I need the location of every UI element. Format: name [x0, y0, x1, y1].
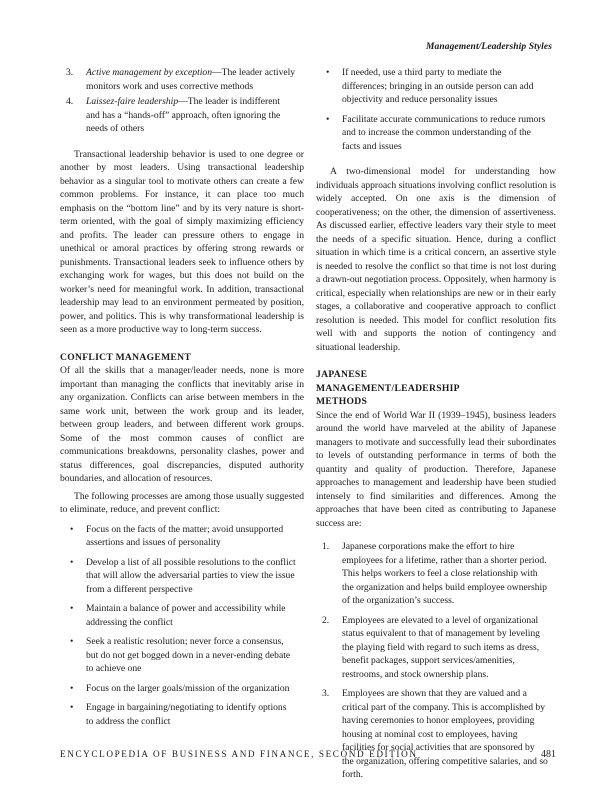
list-item-number: 3. — [66, 67, 74, 78]
bullet-item — [60, 556, 304, 597]
intro-list — [60, 66, 304, 136]
bullet-text: If needed, use a third party to mediate the differences; bringing in an outside person can add objectivity and reduce personality issues — [342, 67, 534, 105]
heading-line: JAPANESE — [316, 369, 368, 380]
model-paragraph: A two-dimensional model for understanding how individuals approach situations involving conflict resolution is widely accepted. On one axis is the dimension of cooperativeness; on the other, the dimension of assertiveness. As discussed earlier, effective leaders vary their style to meet the needs of a specific situation. Hence, during a conflict situation in which time is a critical concern, an assertive style is needed to resolve the conflict so that time is not lost during a drawn-out negotiation process. Oppositely, when harmony is critical, especially when relationships are new or in their early stages, a collaborative and cooperative approach to conflict resolution is needed. This model for conflict resolution fits well with and supports the notion of contingency and situational leadership. — [316, 166, 556, 353]
japanese-numbered-list — [316, 540, 556, 782]
bullet-text: Develop a list of all possible resolutions to the conflict that will allow the adversarial parties to view the issue from a different perspective — [86, 556, 296, 595]
bullet-icon: • — [70, 682, 74, 694]
bullet-item — [60, 701, 304, 728]
list-item-text: Employees are elevated to a level of organizational status equivalent to that of management by leveling the playing field with regard to such items as dress, benefit packages, support services/amenities, restrooms, and stock ownership plans. — [342, 614, 540, 680]
transactional-paragraph: Transactional leadership behavior is used to one degree or another by most leaders. Using transactional leadership behavior as a singular tool to motivate others can create a few common problems. For instance, it can place too much emphasis on the “bottom line” and by its very nature is short-term oriented, with the goal of simply maximizing efficiency and profits. The leader can pressure others to engage in unethical or amoral practices by offering strong rewards or punishments. Transactional leaders seek to influence others by exchanging work for wages, but this does not build on the worker’s need for meaningful work. In addition, transactional leadership may lead to an environment permeated by position, power, and politics. This is why transformational leadership is seen as a more productive way to long-term success. — [60, 148, 304, 335]
heading-line: MANAGEMENT/LEADERSHIP — [316, 382, 460, 394]
list-item-term: Active management by exception — [86, 67, 212, 78]
list-item-number: 1. — [322, 541, 330, 552]
bullet-icon: • — [70, 636, 74, 647]
list-item — [60, 66, 304, 93]
bullet-icon: • — [70, 556, 74, 568]
bullet-icon: • — [326, 67, 330, 78]
bullet-icon: • — [70, 702, 74, 713]
bullet-icon: • — [326, 113, 330, 125]
page-number: 481 — [541, 749, 556, 760]
bullet-icon: • — [70, 523, 74, 535]
right-bullets — [316, 66, 556, 153]
bullet-text: Facilitate accurate communications to reduce rumors and to increase the common understanding of the facts and issues — [342, 113, 546, 152]
right-column — [316, 66, 556, 782]
bullet-text: Seek a realistic resolution; never force a consensus, but do not get bogged down in a never-ending debate to achieve one — [86, 636, 291, 674]
list-item — [316, 540, 556, 608]
processes-paragraph: The following processes are among those usually suggested to eliminate, reduce, and prevent conflict: — [60, 490, 304, 515]
heading-line: METHODS — [316, 396, 368, 407]
list-item-term: Laissez-faire leadership — [86, 96, 179, 107]
footer-title: ENCYCLOPEDIA OF BUSINESS AND FINANCE, SECOND EDITION — [60, 749, 418, 759]
bullet-text: Engage in bargaining/negotiating to identify options to address the conflict — [86, 702, 287, 727]
list-item-number: 2. — [322, 614, 330, 626]
list-item — [316, 614, 556, 682]
conflict-heading: CONFLICT MANAGEMENT — [60, 351, 192, 363]
left-column — [60, 66, 304, 728]
bullet-item — [316, 113, 556, 154]
bullet-text: Focus on the larger goals/mission of the organization — [86, 682, 290, 694]
bullet-item — [60, 635, 304, 676]
list-item-text: —The leader actively monitors work and uses corrective methods — [86, 67, 296, 92]
running-head: Management/Leadership Styles — [425, 42, 552, 52]
bullet-text: Maintain a balance of power and accessibility while addressing the conflict — [86, 603, 286, 628]
list-item-text: —The leader is indifferent and has a “hands-off” approach, often ignoring the needs of others — [86, 96, 281, 134]
conflict-bullets — [60, 523, 304, 729]
list-item-text: Japanese corporations make the effort to hire employees for a lifetime, rather than a shorter period. This helps workers to feel a close relationship with the organization and helps build employee ownership of the organization’s success. — [342, 541, 547, 606]
bullet-item — [60, 602, 304, 629]
bullet-item — [316, 66, 556, 107]
bullet-icon: • — [70, 603, 74, 614]
bullet-text: Focus on the facts of the matter; avoid unsupported assertions and issues of personality — [86, 523, 284, 548]
list-item — [60, 95, 304, 136]
list-item-number: 3. — [322, 688, 330, 699]
list-item-text: Employees are shown that they are valued and a critical part of the company. This is accomplished by having ceremonies to honor employees, providing housing at nominal cost to employees, having facilities for social activities that are sponsored by the organization, offering competitive salaries, and so forth. — [342, 688, 548, 780]
conflict-paragraph: Of all the skills that a manager/leader needs, none is more important than managing the conflicts that inevitably arise in any organization. Conflicts can arise between members in the same work unit, between the work group and its leader, between group leaders, and between different work groups. Some of the most common causes of conflict are communications breakdowns, personality clashes, power and status differences, goal discrepancies, disputed authority boundaries, and allocation of resources. — [60, 365, 304, 484]
japanese-paragraph: Since the end of World War II (1939–1945), business leaders around the world have marveled at the ability of Japanese managers to motivate and successfully lead their subordinates to levels of outstanding performance in terms of both the quantity and quality of production. Therefore, Japanese approaches to management and leadership have been studied intensely to find similarities and differences. Among the approaches that have been cited as contributing to Japanese success are: — [316, 409, 556, 529]
bullet-item — [60, 523, 304, 550]
list-item — [316, 687, 556, 782]
bullet-item — [60, 682, 304, 696]
list-item-number: 4. — [66, 96, 74, 107]
japanese-heading — [316, 368, 556, 409]
